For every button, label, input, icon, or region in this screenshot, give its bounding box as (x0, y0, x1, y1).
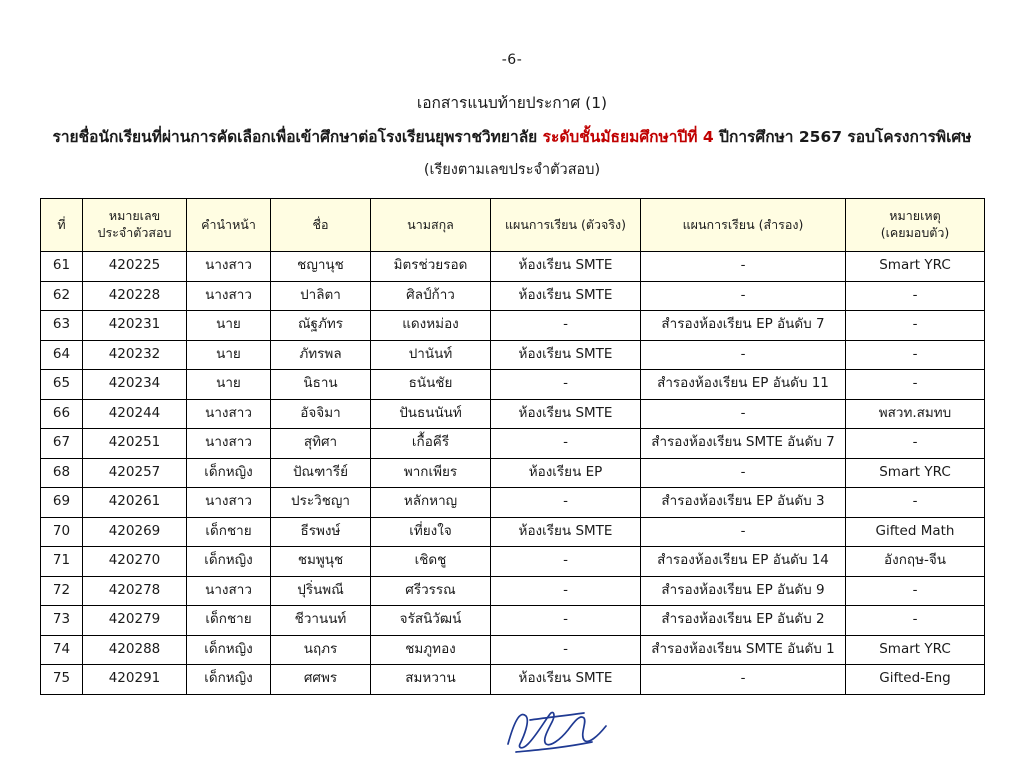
column-header-exam-id-line2: ประจำตัวสอบ (97, 225, 172, 240)
cell-note: - (846, 340, 985, 370)
cell-first-name: ปุริ่นพณี (271, 576, 371, 606)
column-header-plan-reserve: แผนการเรียน (สำรอง) (641, 199, 846, 252)
cell-plan-reserve: - (641, 281, 846, 311)
table-row (41, 281, 985, 311)
table-row (41, 576, 985, 606)
document-heading (40, 90, 984, 181)
column-header-exam-id-line1: หมายเลข (108, 208, 161, 224)
column-header-exam-id (83, 199, 187, 252)
cell-no: 72 (41, 576, 83, 606)
table-row (41, 311, 985, 341)
cell-plan-reserve: - (641, 340, 846, 370)
cell-prefix: นางสาว (187, 488, 271, 518)
cell-note: Gifted Math (846, 517, 985, 547)
heading-sort-note: (เรียงตามเลขประจำตัวสอบ) (423, 162, 601, 178)
cell-plan-actual: ห้องเรียน SMTE (491, 665, 641, 695)
cell-exam-id: 420278 (83, 576, 187, 606)
cell-exam-id: 420234 (83, 370, 187, 400)
cell-first-name: สุทิศา (271, 429, 371, 459)
cell-no: 68 (41, 458, 83, 488)
cell-prefix: เด็กหญิง (187, 547, 271, 577)
cell-last-name: สมหวาน (371, 665, 491, 695)
cell-note: - (846, 606, 985, 636)
cell-first-name: ประวิชญา (271, 488, 371, 518)
cell-no: 65 (41, 370, 83, 400)
cell-first-name: ชีวานนท์ (271, 606, 371, 636)
cell-note: Smart YRC (846, 635, 985, 665)
heading-main-title (40, 124, 984, 149)
cell-exam-id: 420232 (83, 340, 187, 370)
cell-plan-reserve: สำรองห้องเรียน SMTE อันดับ 1 (641, 635, 846, 665)
cell-exam-id: 420270 (83, 547, 187, 577)
cell-first-name: ณัฐภัทร (271, 311, 371, 341)
cell-note: - (846, 429, 985, 459)
cell-exam-id: 420257 (83, 458, 187, 488)
cell-plan-reserve: สำรองห้องเรียน EP อันดับ 9 (641, 576, 846, 606)
table-row (41, 517, 985, 547)
table-row (41, 252, 985, 282)
heading-main-part2: ปีการศึกษา 2567 รอบโครงการพิเศษ (713, 128, 972, 146)
student-roster-table (40, 198, 985, 695)
cell-plan-actual: ห้องเรียน SMTE (491, 281, 641, 311)
cell-plan-reserve: สำรองห้องเรียน EP อันดับ 2 (641, 606, 846, 636)
cell-prefix: นาย (187, 340, 271, 370)
heading-attachment-label: เอกสารแนบท้ายประกาศ (1) (416, 94, 608, 112)
cell-note: - (846, 576, 985, 606)
cell-no: 63 (41, 311, 83, 341)
cell-first-name: ธีรพงษ์ (271, 517, 371, 547)
cell-no: 66 (41, 399, 83, 429)
cell-note: - (846, 488, 985, 518)
cell-no: 64 (41, 340, 83, 370)
cell-prefix: นางสาว (187, 576, 271, 606)
cell-plan-reserve: - (641, 458, 846, 488)
cell-no: 71 (41, 547, 83, 577)
cell-last-name: ธนันชัย (371, 370, 491, 400)
cell-plan-actual: ห้องเรียน SMTE (491, 340, 641, 370)
cell-last-name: ปันธนนันท์ (371, 399, 491, 429)
table-row (41, 665, 985, 695)
cell-no: 61 (41, 252, 83, 282)
cell-exam-id: 420231 (83, 311, 187, 341)
cell-note: พสวท.สมทบ (846, 399, 985, 429)
cell-no: 73 (41, 606, 83, 636)
heading-main-part1: รายชื่อนักเรียนที่ผ่านการคัดเลือกเพื่อเข้าศึกษาต่อโรงเรียนยุพราชวิทยาลัย (52, 128, 543, 146)
page-number: -6- (501, 52, 523, 68)
column-header-last-name: นามสกุล (371, 199, 491, 252)
table-row (41, 399, 985, 429)
cell-last-name: ศรีวรรณ (371, 576, 491, 606)
table-row (41, 547, 985, 577)
table-row (41, 458, 985, 488)
table-header (41, 199, 985, 252)
cell-note: Gifted-Eng (846, 665, 985, 695)
cell-plan-actual: - (491, 429, 641, 459)
cell-exam-id: 420251 (83, 429, 187, 459)
cell-last-name: เชิดชู (371, 547, 491, 577)
column-header-note (846, 199, 985, 252)
cell-plan-actual: - (491, 311, 641, 341)
cell-prefix: นางสาว (187, 252, 271, 282)
cell-first-name: อัจจิมา (271, 399, 371, 429)
cell-plan-reserve: สำรองห้องเรียน EP อันดับ 14 (641, 547, 846, 577)
cell-no: 74 (41, 635, 83, 665)
table-body (41, 252, 985, 695)
cell-first-name: ศศพร (271, 665, 371, 695)
heading-main-highlight: ระดับชั้นมัธยมศึกษาปีที่ 4 (542, 128, 714, 146)
cell-note: - (846, 370, 985, 400)
cell-first-name: ชญานุช (271, 252, 371, 282)
handwritten-signature (500, 700, 620, 764)
cell-prefix: นางสาว (187, 429, 271, 459)
cell-last-name: พากเพียร (371, 458, 491, 488)
cell-plan-actual: - (491, 370, 641, 400)
cell-first-name: นฤภร (271, 635, 371, 665)
cell-first-name: ปาลิตา (271, 281, 371, 311)
cell-note: Smart YRC (846, 252, 985, 282)
cell-plan-actual: - (491, 488, 641, 518)
cell-prefix: นางสาว (187, 281, 271, 311)
cell-note: - (846, 281, 985, 311)
cell-first-name: ปัณฑารีย์ (271, 458, 371, 488)
cell-prefix: เด็กหญิง (187, 458, 271, 488)
cell-prefix: เด็กชาย (187, 517, 271, 547)
cell-prefix: นาย (187, 311, 271, 341)
cell-first-name: ภัทรพล (271, 340, 371, 370)
cell-plan-reserve: สำรองห้องเรียน EP อันดับ 11 (641, 370, 846, 400)
cell-no: 62 (41, 281, 83, 311)
cell-plan-reserve: สำรองห้องเรียน SMTE อันดับ 7 (641, 429, 846, 459)
cell-prefix: นางสาว (187, 399, 271, 429)
cell-last-name: หลักหาญ (371, 488, 491, 518)
cell-last-name: จรัสนิวัฒน์ (371, 606, 491, 636)
cell-no: 75 (41, 665, 83, 695)
cell-last-name: แดงหม่อง (371, 311, 491, 341)
cell-plan-reserve: - (641, 517, 846, 547)
cell-prefix: นาย (187, 370, 271, 400)
cell-exam-id: 420269 (83, 517, 187, 547)
column-header-note-line1: หมายเหตุ (889, 208, 941, 224)
table-row (41, 606, 985, 636)
cell-last-name: เที่ยงใจ (371, 517, 491, 547)
cell-plan-actual: ห้องเรียน EP (491, 458, 641, 488)
cell-note: - (846, 311, 985, 341)
cell-last-name: ชมภูทอง (371, 635, 491, 665)
cell-last-name: มิตรช่วยรอด (371, 252, 491, 282)
cell-exam-id: 420279 (83, 606, 187, 636)
cell-plan-actual: ห้องเรียน SMTE (491, 399, 641, 429)
cell-prefix: เด็กชาย (187, 606, 271, 636)
cell-no: 69 (41, 488, 83, 518)
cell-prefix: เด็กหญิง (187, 635, 271, 665)
table-header-row (41, 199, 985, 252)
cell-exam-id: 420228 (83, 281, 187, 311)
cell-last-name: ปานันท์ (371, 340, 491, 370)
document-page (0, 52, 1024, 777)
table-row (41, 429, 985, 459)
cell-plan-actual: - (491, 576, 641, 606)
cell-plan-reserve: - (641, 399, 846, 429)
cell-exam-id: 420288 (83, 635, 187, 665)
table-row (41, 340, 985, 370)
cell-plan-reserve: - (641, 252, 846, 282)
table-row (41, 635, 985, 665)
cell-plan-reserve: สำรองห้องเรียน EP อันดับ 3 (641, 488, 846, 518)
cell-plan-actual: - (491, 635, 641, 665)
column-header-prefix: คำนำหน้า (187, 199, 271, 252)
cell-last-name: เกื้อคีรี (371, 429, 491, 459)
cell-note: Smart YRC (846, 458, 985, 488)
cell-last-name: ศิลป์ก้าว (371, 281, 491, 311)
column-header-plan-actual: แผนการเรียน (ตัวจริง) (491, 199, 641, 252)
cell-first-name: นิธาน (271, 370, 371, 400)
cell-exam-id: 420225 (83, 252, 187, 282)
cell-prefix: เด็กหญิง (187, 665, 271, 695)
cell-first-name: ชมพูนุช (271, 547, 371, 577)
cell-plan-actual: ห้องเรียน SMTE (491, 517, 641, 547)
cell-plan-reserve: - (641, 665, 846, 695)
cell-plan-reserve: สำรองห้องเรียน EP อันดับ 7 (641, 311, 846, 341)
cell-exam-id: 420291 (83, 665, 187, 695)
cell-no: 70 (41, 517, 83, 547)
table-row (41, 488, 985, 518)
cell-plan-actual: ห้องเรียน SMTE (491, 252, 641, 282)
cell-plan-actual: - (491, 547, 641, 577)
column-header-note-line2: (เคยมอบตัว) (880, 225, 950, 240)
column-header-no: ที่ (41, 199, 83, 252)
cell-plan-actual: - (491, 606, 641, 636)
cell-exam-id: 420244 (83, 399, 187, 429)
cell-no: 67 (41, 429, 83, 459)
cell-exam-id: 420261 (83, 488, 187, 518)
table-row (41, 370, 985, 400)
cell-note: อังกฤษ-จีน (846, 547, 985, 577)
column-header-first-name: ชื่อ (271, 199, 371, 252)
